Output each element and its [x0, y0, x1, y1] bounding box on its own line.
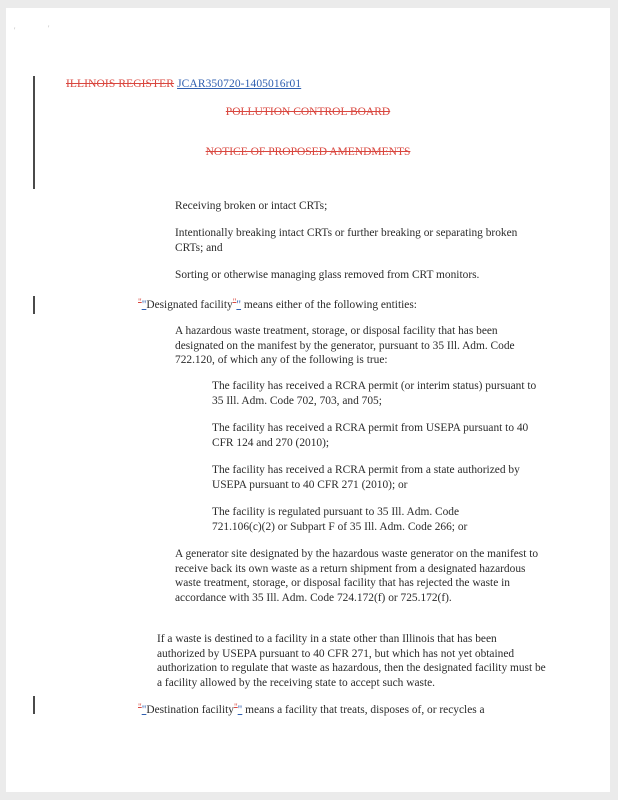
item-breaking: Intentionally breaking intact CRTs or further breaking or separating broken CRTs; and	[175, 227, 518, 254]
deleted-quote: "	[232, 297, 237, 307]
document-page	[6, 8, 610, 792]
change-bar	[33, 696, 35, 714]
scan-artifact-mark: '	[14, 26, 16, 35]
subitem-rcra-permit-state: The facility has received a RCRA permit (or interim status) pursuant to 35 Ill. Adm. Code 702, 703, and 705;	[212, 380, 537, 407]
inserted-quote: "	[141, 299, 147, 311]
change-bar	[33, 76, 35, 189]
inserted-quote: "	[141, 704, 147, 716]
definition-text: means a facility that treats, disposes of, or recycles a	[242, 704, 485, 716]
board-heading: POLLUTION CONTROL BOARD	[225, 106, 391, 118]
deleted-quote: "	[138, 702, 142, 712]
subitem-regulated-facility: The facility is regulated pursuant to 35 Ill. Adm. Code 721.106(c)(2) or Subpart F of 35 Ill. Adm. Code 266; or	[212, 506, 468, 533]
register-inserted-text: JCAR350720-1405016r01	[177, 78, 302, 90]
defined-term: Destination facility	[146, 704, 234, 716]
notice-heading: NOTICE OF PROPOSED AMENDMENTS	[205, 146, 411, 158]
deleted-quote: "	[233, 702, 238, 712]
deleted-quote: "	[138, 297, 142, 307]
defined-term: Designated facility	[146, 299, 233, 311]
definition-text: means either of the following entities:	[241, 299, 417, 311]
paragraph-other-state: If a waste is destined to a facility in a state other than Illinois that has been authorized by USEPA pursuant to 40 CFR 271, but which has not yet obtained authorization to regulate that waste as hazardous, then the designated facility must be a facility allowed by the receiving state to accept such waste.	[157, 633, 546, 689]
item-receiving: Receiving broken or intact CRTs;	[175, 200, 328, 212]
subitem-rcra-permit-authorized-state: The facility has received a RCRA permit from a state authorized by USEPA pursuant to 40 CFR 271 (2010); or	[212, 464, 520, 491]
scan-artifact-mark: '	[48, 24, 50, 33]
definition-designated-facility	[138, 295, 568, 313]
register-deleted-text: ILLINOIS REGISTER	[66, 78, 175, 90]
paragraph-generator-site: A generator site designated by the hazardous waste generator on the manifest to receive back its own waste as a return shipment from a designated hazardous waste treatment, storage, or disposal facility that has rejected the waste in accordance with 35 Ill. Adm. Code 724.172(f) or 725.172(f).	[175, 548, 539, 604]
inserted-quote: "	[236, 299, 242, 311]
change-bar	[33, 296, 35, 314]
subitem-rcra-permit-usepa: The facility has received a RCRA permit from USEPA pursuant to 40 CFR 124 and 270 (2010);	[212, 422, 529, 449]
item-sorting: Sorting or otherwise managing glass removed from CRT monitors.	[175, 269, 480, 281]
paragraph-hazardous-facility: A hazardous waste treatment, storage, or disposal facility that has been designated on the manifest by the generator, pursuant to 35 Ill. Adm. Code 722.120, of which any of the following is true:	[175, 325, 515, 367]
register-header	[66, 78, 301, 90]
definition-destination-facility	[138, 700, 568, 718]
inserted-quote: "	[237, 704, 243, 716]
